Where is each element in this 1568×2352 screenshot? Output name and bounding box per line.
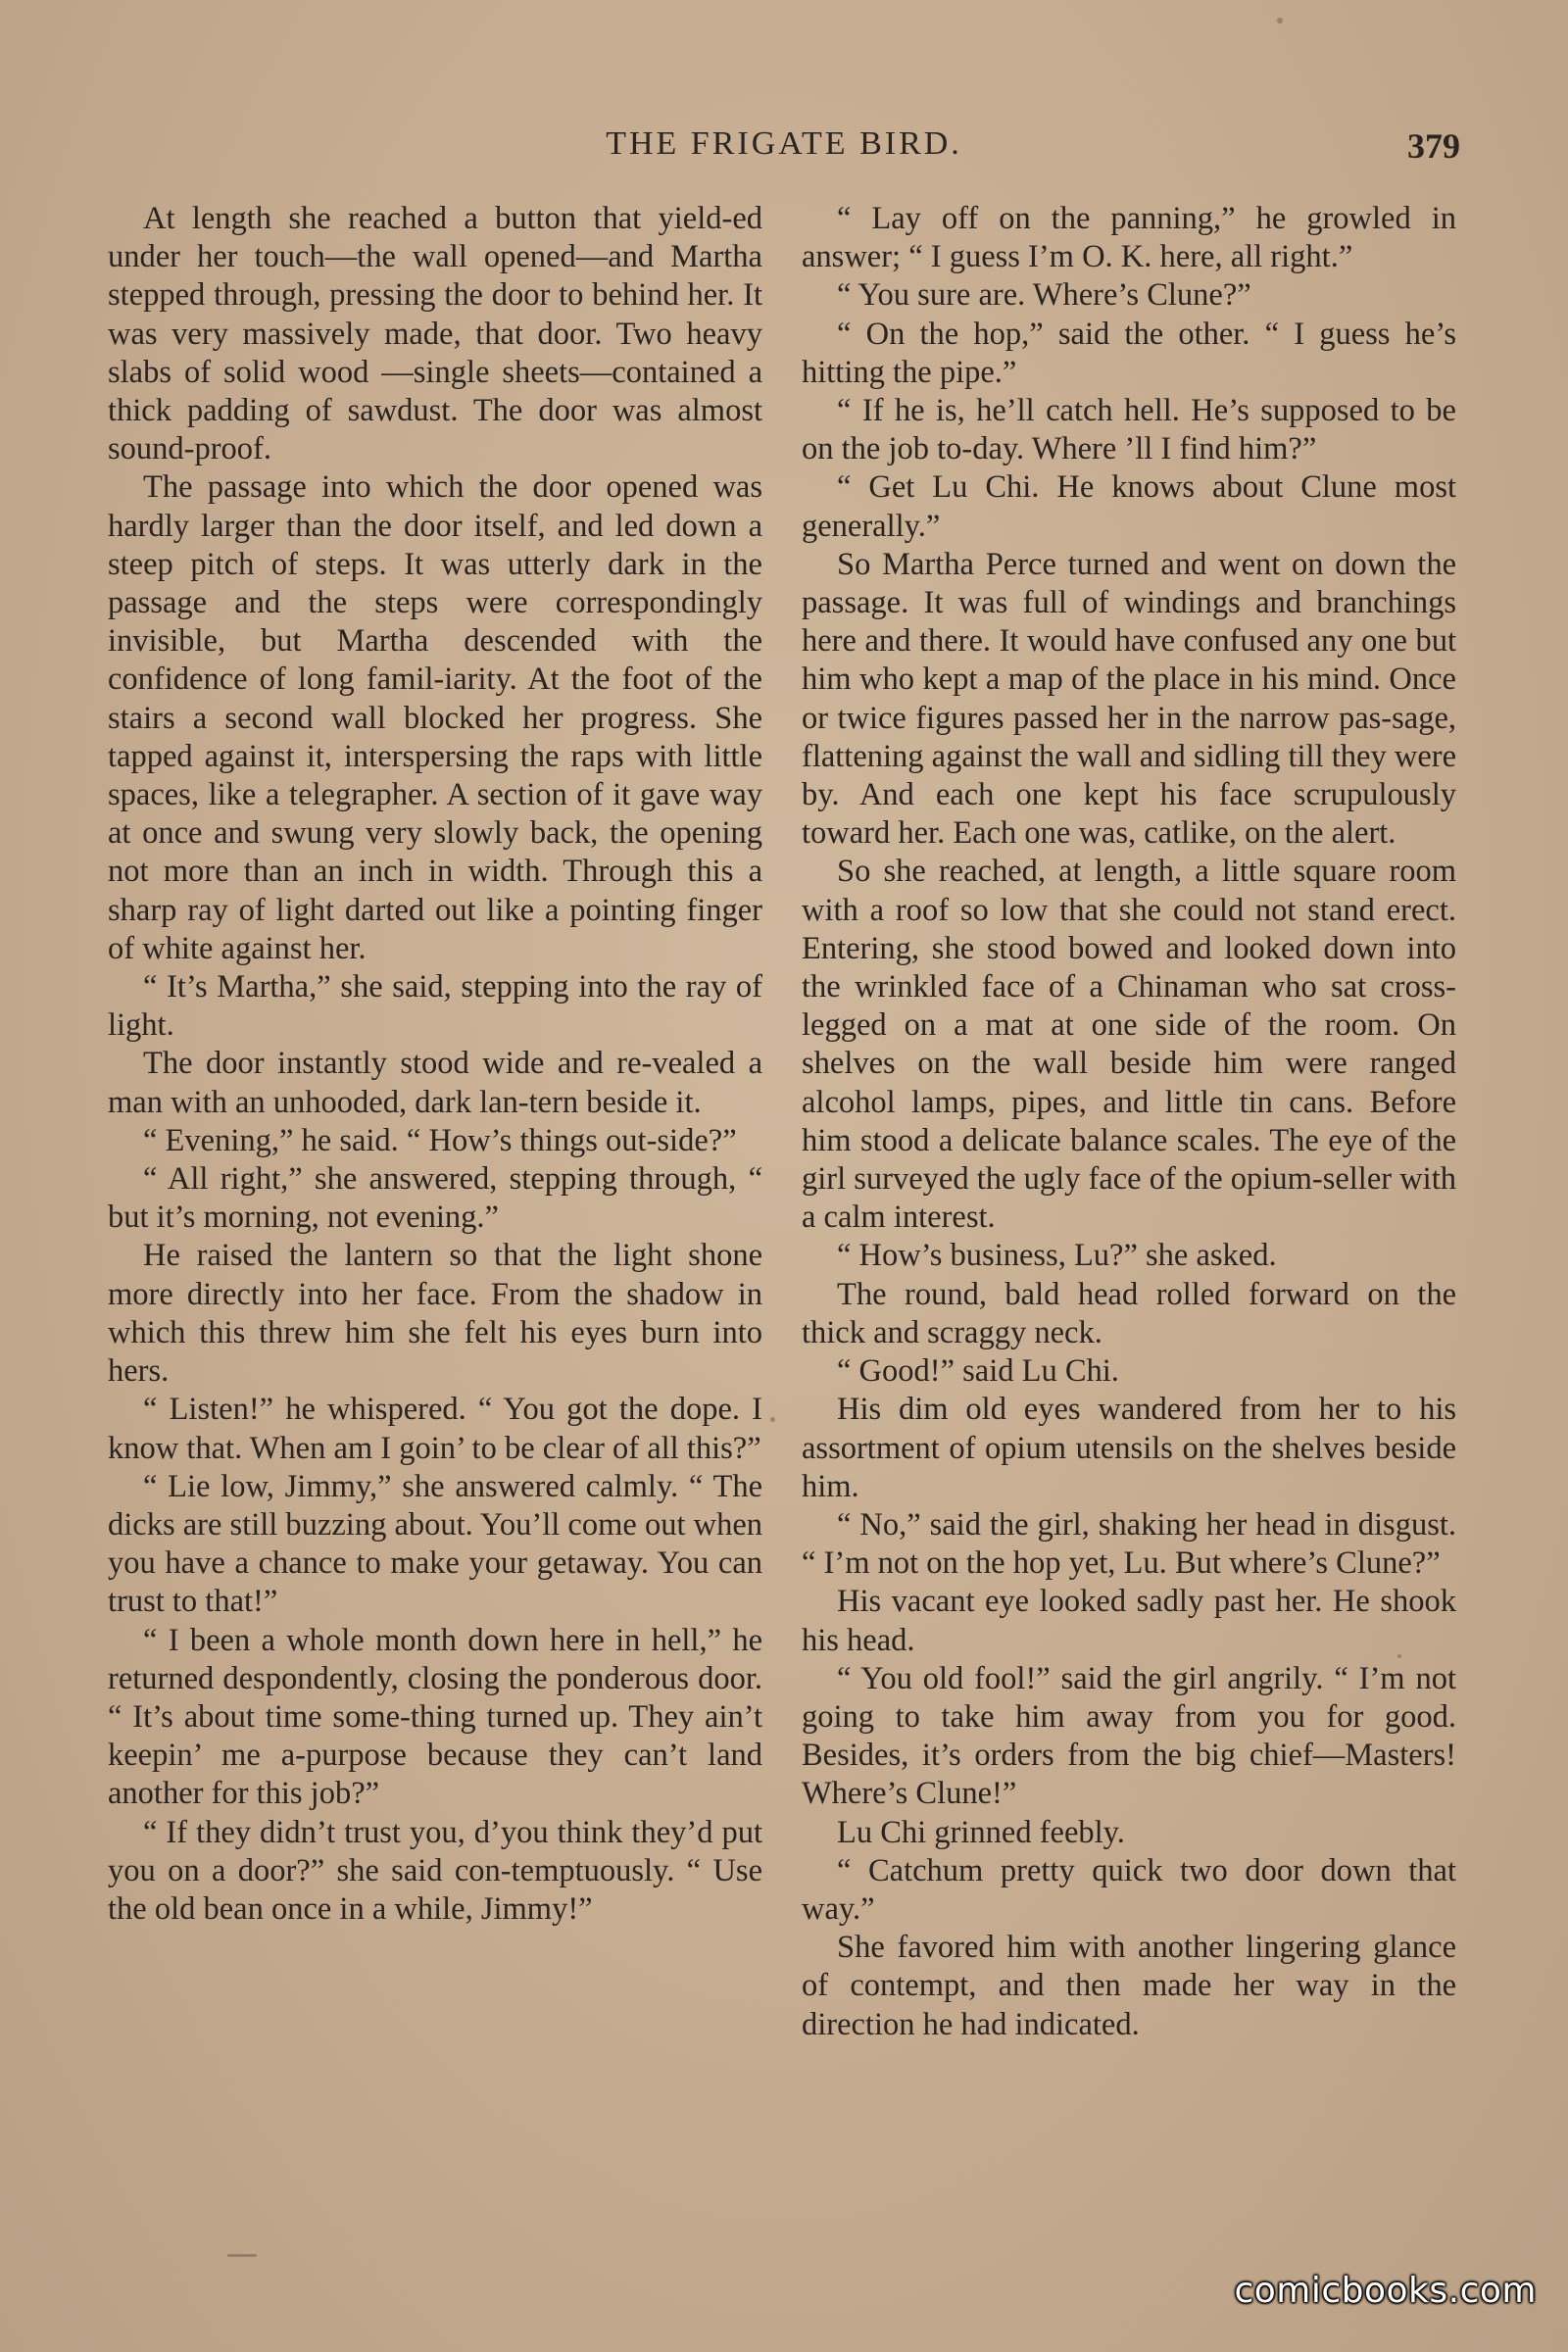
paragraph: “ If they didn’t trust you, d’you think they’d put you on a door?” she said con-temptuously. “ Use the old bean once in a while, Jimmy!” <box>108 1814 762 1927</box>
paragraph: “ Good!” said Lu Chi. <box>837 1353 1119 1390</box>
paragraph: The round, bald head rolled forward on the thick and scraggy neck. <box>802 1276 1456 1350</box>
paragraph: So she reached, at length, a little square room with a roof so low that she could not stand erect. Entering, she stood bowed and looked down into the wrinkled face of a Chinaman who sat cross-legged on a mat at one side of the room. On shelves on the wall beside him were ranged alcohol lamps, pipes, and little tin cans. Before him stood a delicate balance scales. The eye of the girl surveyed the ugly face of the opium-seller with a calm interest. <box>802 854 1456 1236</box>
paragraph: “ You sure are. Where’s Clune?” <box>837 277 1251 314</box>
paper-speck <box>1397 1654 1401 1658</box>
paragraph: “ All right,” she answered, stepping through, “ but it’s morning, not evening.” <box>108 1161 762 1236</box>
paragraph: “ How’s business, Lu?” she asked. <box>837 1238 1277 1274</box>
paragraph: “ Catchum pretty quick two door down that way.” <box>802 1852 1456 1927</box>
paragraph: “ If he is, he’ll catch hell. He’s supposed to be on the job to-day. Where ’ll I find him?” <box>802 393 1456 467</box>
right-column <box>802 200 1456 2044</box>
paragraph: “ You old fool!” said the girl angrily. “ I’m not going to take him away from you for good. Besides, it’s orders from the big chief—Masters! Where’s Clune!” <box>802 1660 1456 1812</box>
paragraph: “ I been a whole month down here in hell,” he returned despondently, closing the ponderous door. “ It’s about time some-thing turned up. They ain’t keepin’ me a-purpose because they can’t land another for this job?” <box>108 1622 762 1812</box>
paragraph: “ Lay off on the panning,” he growled in answer; “ I guess I’m O. K. here, all right.” <box>802 201 1456 275</box>
paragraph: “ It’s Martha,” she said, stepping into the ray of light. <box>108 969 762 1044</box>
paragraph: She favored him with another lingering glance of contempt, and then made her way in the direction he had indicated. <box>802 1930 1456 2042</box>
paragraph: The passage into which the door opened was hardly larger than the door itself, and led down a steep pitch of steps. It was utterly dark in the passage and the steps were correspondingly invisible, but Martha descended with the confidence of long famil-iarity. At the foot of the stairs a second wall blocked her progress. She tapped against it, interspersing the raps with little spaces, like a telegrapher. A section of it gave way at once and swung very slowly back, the opening not more than an inch in width. Through this a sharp ray of light darted out like a pointing finger of white against her. <box>108 469 762 966</box>
paragraph: At length she reached a button that yield-ed under her touch—the wall opened—and Martha stepped through, pressing the door to behind her. It was very massively made, that door. Two heavy slabs of solid wood —single sheets—contained a thick padding of sawdust. The door was almost sound-proof. <box>108 201 762 467</box>
paragraph: His vacant eye looked sadly past her. He shook his head. <box>802 1584 1456 1658</box>
paragraph: “ No,” said the girl, shaking her head in disgust. “ I’m not on the hop yet, Lu. But where’s Clune?” <box>802 1506 1456 1582</box>
paper-speck <box>1277 18 1283 24</box>
paragraph: “ Evening,” he said. “ How’s things out-side?” <box>143 1122 737 1158</box>
running-title: THE FRIGATE BIRD. <box>606 125 962 162</box>
paragraph: He raised the lantern so that the light shone more directly into her face. From the shadow in which this threw him she felt his eyes burn into hers. <box>108 1238 762 1390</box>
left-column <box>108 200 762 1929</box>
running-head <box>108 125 1460 174</box>
watermark: comicbooks.com <box>1234 2271 1537 2311</box>
paper-speck <box>227 2254 257 2257</box>
paper-speck <box>770 1417 775 1422</box>
paragraph: “ Listen!” he whispered. “ You got the dope. I know that. When am I goin’ to be clear of all this?” <box>108 1392 762 1466</box>
paragraph: The door instantly stood wide and re-vealed a man with an unhooded, dark lan-tern beside it. <box>108 1046 762 1120</box>
paragraph: His dim old eyes wandered from her to his assortment of opium utensils on the shelves beside him. <box>802 1392 1456 1504</box>
paragraph: “ Lie low, Jimmy,” she answered calmly. “ The dicks are still buzzing about. You’ll come out when you have a chance to make your getaway. You can trust to that!” <box>108 1468 762 1620</box>
paragraph: “ On the hop,” said the other. “ I guess he’s hitting the pipe.” <box>802 316 1456 390</box>
paragraph: “ Get Lu Chi. He knows about Clune most generally.” <box>802 469 1456 544</box>
paragraph: Lu Chi grinned feebly. <box>837 1814 1125 1850</box>
paragraph: So Martha Perce turned and went on down the passage. It was full of windings and branchings here and there. It would have confused any one but him who kept a map of the place in his mind. Once or twice figures passed her in the narrow pas-sage, flattening against the wall and sidling till they were by. And each one kept his face scrupulously toward her. Each one was, catlike, on the alert. <box>802 546 1456 852</box>
page-number: 379 <box>1407 126 1460 166</box>
